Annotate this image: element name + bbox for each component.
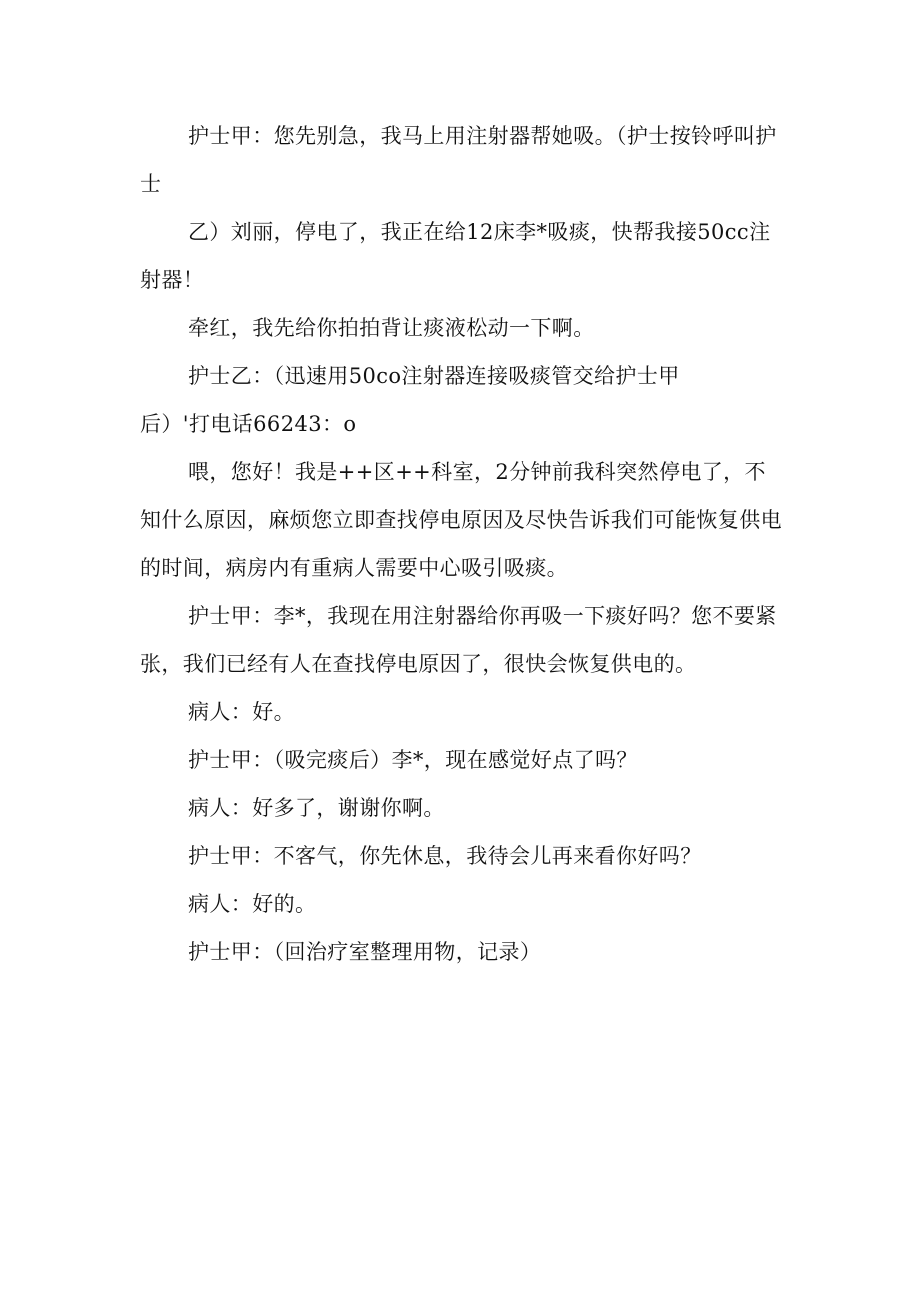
- paragraph-nurse-a-2: 乙）刘丽，停电了，我正在给12床李*吸痰，快帮我接50cc注射器！: [140, 220, 771, 292]
- paragraph-nurse-a-3: 护士甲：李*，我现在用注射器给你再吸一下痰好吗？您不要紧张，我们已经有人在查找停电原因了，很快会恢复供电的。: [140, 604, 777, 676]
- document-body: [140, 112, 785, 976]
- paragraph-patient-2: 病人：好多了，谢谢你啊。: [188, 796, 445, 820]
- paragraph-back-pat: 牵红，我先给你拍拍背让痰液松动一下啊。: [188, 316, 595, 340]
- paragraph-nurse-a-1: 护士甲：您先别急，我马上用注射器帮她吸。（护士按铃呼叫护士: [140, 124, 777, 196]
- paragraph-patient-1: 病人：好。: [188, 700, 295, 724]
- paragraph-nurse-a-6: 护士甲：（回治疗室整理用物，记录）: [188, 940, 542, 964]
- paragraph-patient-3: 病人：好的。: [188, 892, 317, 916]
- paragraph-nurse-b-1: 护士乙：（迅速用50co注射器连接吸痰管交给护士甲: [188, 364, 680, 388]
- paragraph-nurse-a-4: 护士甲：（吸完痰后）李*，现在感觉好点了吗？: [188, 748, 638, 772]
- paragraph-nurse-a-5: 护士甲：不客气，你先休息，我待会儿再来看你好吗？: [188, 844, 702, 868]
- paragraph-nurse-b-2: 后）'打电话66243：o: [140, 412, 357, 436]
- paragraph-phone-call: 喂，您好！我是++区++科室，2分钟前我科突然停电了，不知什么原因，麻烦您立即查找停电原因及尽快告诉我们可能恢复供电的时间，病房内有重病人需要中心吸引吸痰。: [140, 460, 782, 580]
